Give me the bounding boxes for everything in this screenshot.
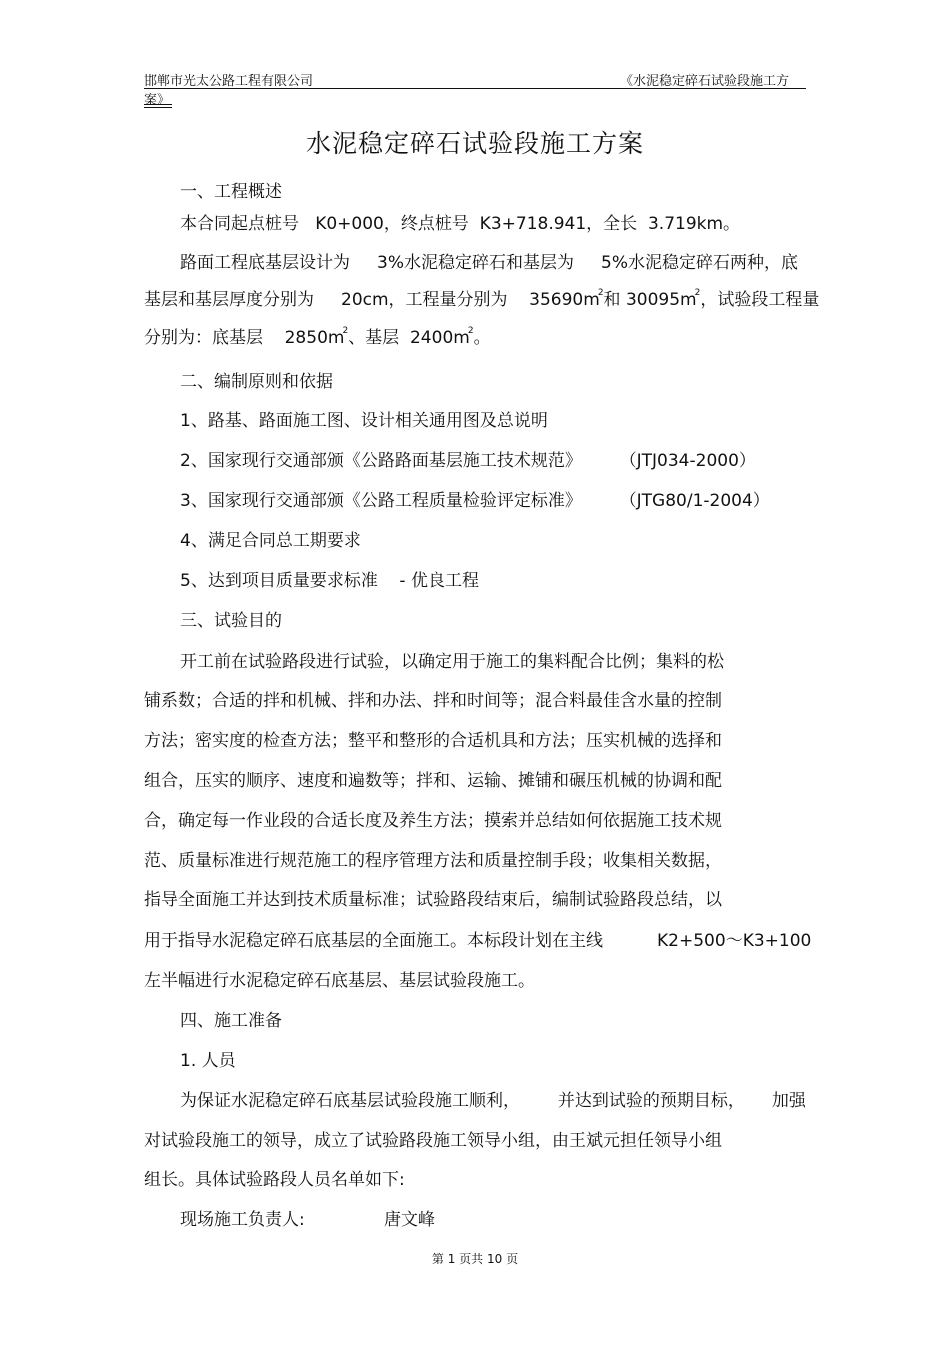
header-rule xyxy=(144,88,806,89)
section-1-paragraph-1: 本合同起点桩号 K0+000，终点桩号 K3+718.941，全长 3.719km。 xyxy=(180,214,741,234)
section-3-line-6: 范、质量标准进行规范施工的程序管理方法和质量控制手段；收集相关数据， xyxy=(144,851,722,871)
section-3-heading: 三、试验目的 xyxy=(180,611,282,631)
section-4-line-2: 对试验段施工的领导，成立了试验路段施工领导小组，由王斌元担任领导小组 xyxy=(144,1131,722,1151)
document-title: 水泥稳定碎石试验段施工方案 xyxy=(305,129,644,158)
superscript: 2 xyxy=(597,288,604,298)
section-4-line-1: 为保证水泥稳定碎石底基层试验段施工顺利， 并达到试验的预期目标， 加强 xyxy=(180,1091,806,1111)
section-2-item-5: 5、达到项目质量要求标准 - 优良工程 xyxy=(180,571,479,591)
section-3-line-1: 开工前在试验路段进行试验，以确定用于施工的集料配合比例；集料的松 xyxy=(180,652,724,672)
section-1-paragraph-2-line-2: 基层和基层厚度分别为 20cm，工程量分别为 $35690m^2$和 $30095m^2$，试验段工程量 xyxy=(144,288,820,310)
superscript: 2 xyxy=(694,288,701,298)
header-underline-2 xyxy=(144,107,172,108)
section-1-paragraph-2-line-1: 路面工程底基层设计为 3%水泥稳定碎石和基层为 5%水泥稳定碎石两种，底 xyxy=(180,253,798,273)
section-3-line-5: 合，确定每一作业段的合适长度及养生方法；摸索并总结如何依据施工技术规 xyxy=(144,811,722,831)
header-underline xyxy=(144,104,172,105)
section-3-line-9: 左半幅进行水泥稳定碎石底基层、基层试验段施工。 xyxy=(144,971,535,991)
section-2-heading: 二、编制原则和依据 xyxy=(180,372,333,392)
header-company: 邯郸市光太公路工程有限公司 xyxy=(144,74,314,89)
header-doc-reference-wrap: 案》 xyxy=(144,93,171,108)
section-2-item-3: 3、国家现行交通部颁《公路工程质量检验评定标准》 （JTG80/1-2004） xyxy=(180,491,770,511)
header-doc-reference: 《水泥稳定碎石试验段施工方 xyxy=(620,74,790,89)
section-3-line-8: 用于指导水泥稳定碎石底基层的全面施工。本标段计划在主线 K2+500～K3+100 xyxy=(144,931,812,951)
site-manager-name: 唐文峰 xyxy=(384,1210,435,1230)
section-1-paragraph-2-line-3: 分别为：底基层 $2850m^2$、基层 $2400m^2$。 xyxy=(144,326,491,348)
section-3-line-7: 指导全面施工并达到技术质量标准；试验路段结束后，编制试验路段总结，以 xyxy=(144,890,722,910)
superscript: 2 xyxy=(467,326,474,336)
section-3-line-4: 组合，压实的顺序、速度和遍数等；拌和、运输、摊铺和碾压机械的协调和配 xyxy=(144,771,722,791)
superscript: 2 xyxy=(342,326,349,336)
section-4-heading: 四、施工准备 xyxy=(180,1011,282,1031)
page-number: 第 1 页共 10 页 xyxy=(431,1252,519,1266)
site-manager-role: 现场施工负责人: xyxy=(180,1210,305,1230)
section-1-heading: 一、工程概述 xyxy=(180,182,282,202)
section-3-line-3: 方法；密实度的检查方法；整平和整形的合适机具和方法；压实机械的选择和 xyxy=(144,731,722,751)
section-4-line-3: 组长。具体试验路段人员名单如下: xyxy=(144,1170,405,1190)
section-2-item-4: 4、满足合同总工期要求 xyxy=(180,531,361,551)
section-2-item-2: 2、国家现行交通部颁《公路路面基层施工技术规范》 （JTJ034-2000） xyxy=(180,451,756,471)
section-3-line-2: 铺系数；合适的拌和机械、拌和办法、拌和时间等；混合料最佳含水量的控制 xyxy=(144,691,722,711)
section-2-item-1: 1、路基、路面施工图、设计相关通用图及总说明 xyxy=(180,411,548,431)
section-4-subheading-personnel: 1. 人员 xyxy=(180,1051,236,1071)
